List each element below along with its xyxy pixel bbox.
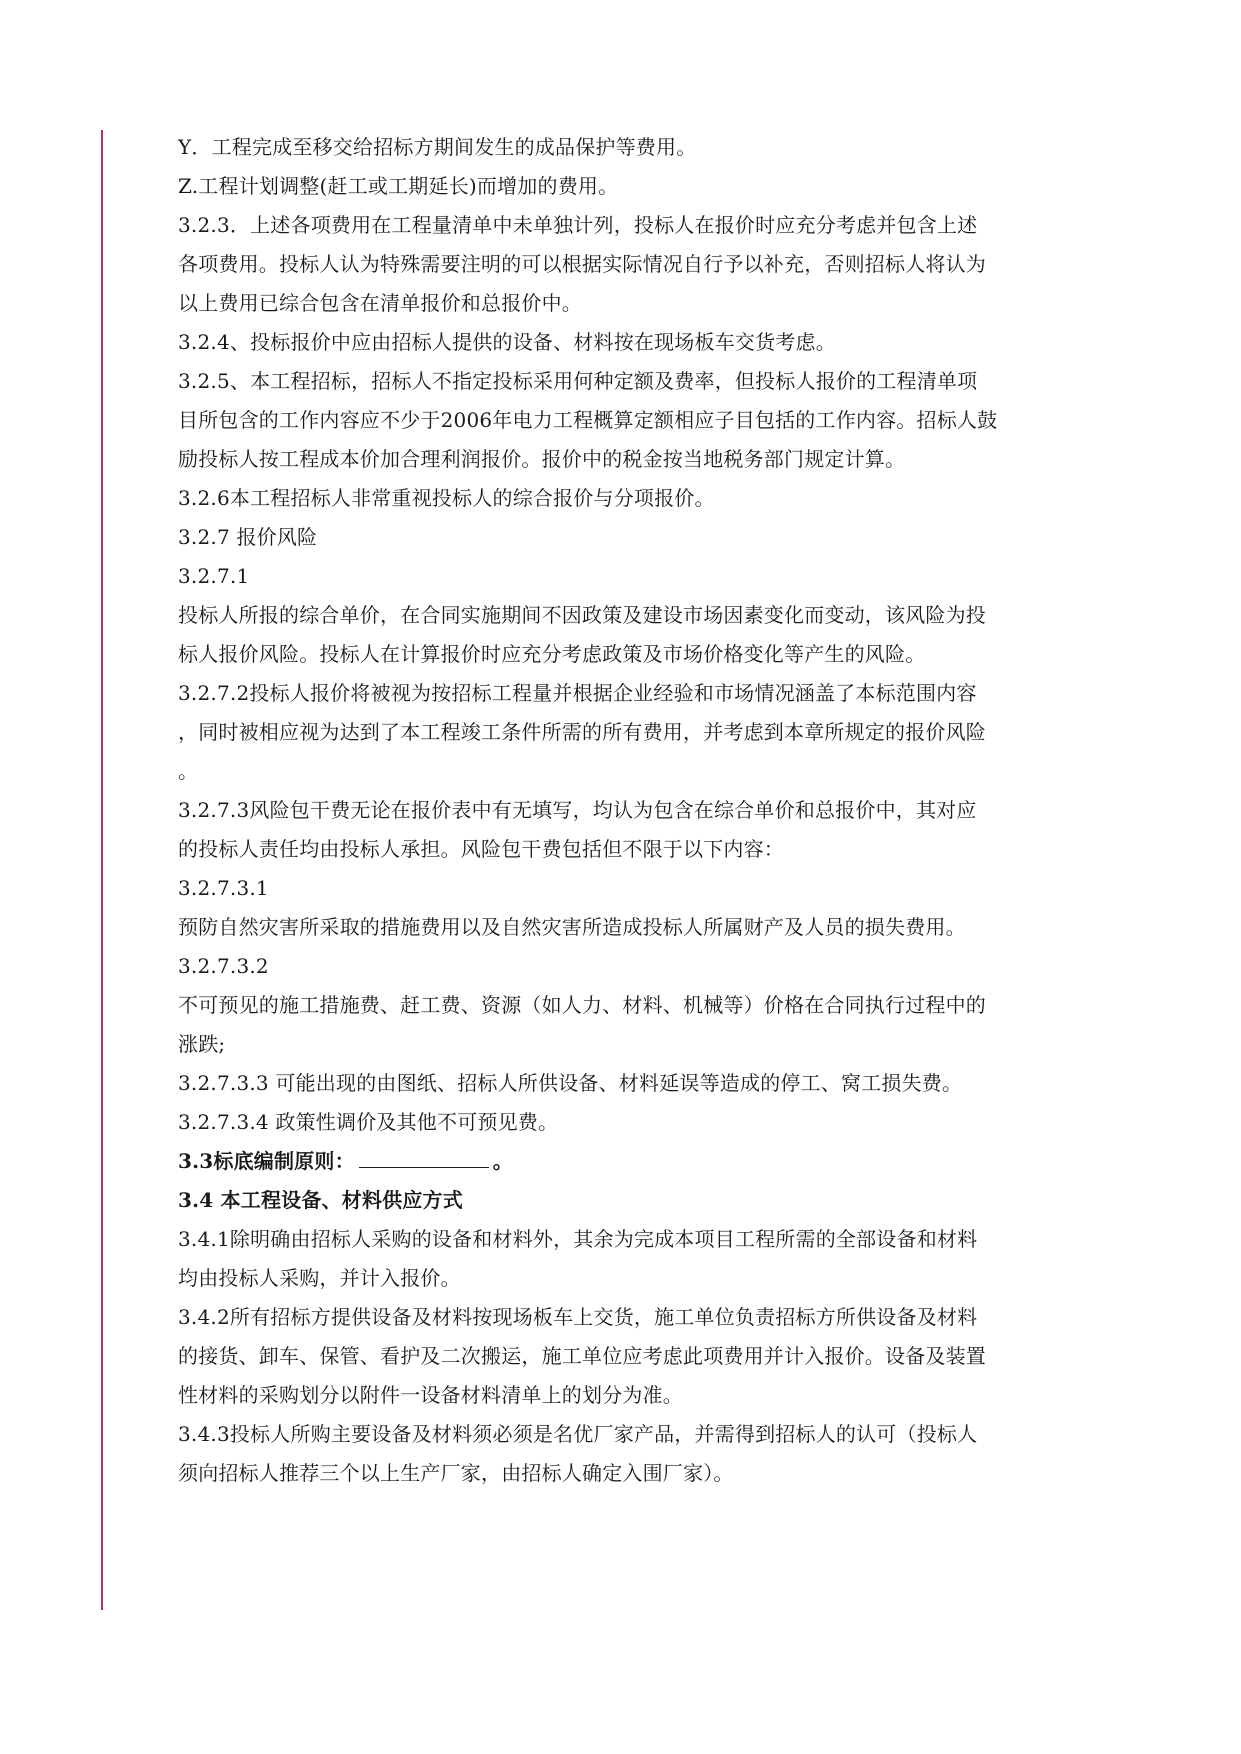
text-line: 性材料的采购划分以附件一设备材料清单上的划分为准。	[178, 1383, 683, 1407]
text-line: 须向招标人推荐三个以上生产厂家，由招标人确定入围厂家）。	[178, 1461, 734, 1485]
text-line: 不可预见的施工措施费、赶工费、资源（如人力、材料、机械等）价格在合同执行过程中的	[178, 993, 986, 1017]
section-3-3-label: 3.3标底编制原则：	[178, 1149, 355, 1173]
text-line: 3.2.7.1	[178, 564, 250, 588]
text-line: 3.2.7.3风险包干费无论在报价表中有无填写，均认为包含在综合单价和总报价中，其对应	[178, 798, 977, 822]
section-3-4-heading: 3.4 本工程设备、材料供应方式	[178, 1188, 463, 1212]
text-line: 3.2.3．上述各项费用在工程量清单中未单独计列，投标人在报价时应充分考虑并包含上述	[178, 213, 978, 237]
text-line: 3.2.7 报价风险	[178, 525, 318, 549]
text-line: 3.2.7.2投标人报价将被视为按招标工程量并根据企业经验和市场情况涵盖了本标范围内容	[178, 681, 977, 705]
text-line: 3.2.5、本工程招标，招标人不指定投标采用何种定额及费率，但投标人报价的工程清单项	[178, 369, 978, 393]
text-line: 均由投标人采购，并计入报价。	[178, 1266, 461, 1290]
text-line: 3.2.7.3.4 政策性调价及其他不可预见费。	[178, 1110, 559, 1134]
text-line: 投标人所报的综合单价，在合同实施期间不因政策及建设市场因素变化而变动，该风险为投	[178, 603, 986, 627]
document-body	[178, 128, 1068, 1493]
text-line: 3.4.2所有招标方提供设备及材料按现场板车上交货，施工单位负责招标方所供设备及材料	[178, 1305, 978, 1329]
text-line: 以上费用已综合包含在清单报价和总报价中。	[178, 291, 582, 315]
text-line: 3.2.7.3.2	[178, 954, 269, 978]
text-line: ，同时被相应视为达到了本工程竣工条件所需的所有费用，并考虑到本章所规定的报价风险	[178, 720, 986, 744]
text-line: 。	[178, 759, 199, 783]
text-line: 的接货、卸车、保管、看护及二次搬运，施工单位应考虑此项费用并计入报价。设备及装置	[178, 1344, 986, 1368]
section-3-3-line	[178, 1142, 1068, 1181]
text-line: 标人报价风险。投标人在计算报价时应充分考虑政策及市场价格变化等产生的风险。	[178, 642, 926, 666]
text-line: 的投标人责任均由投标人承担。风险包干费包括但不限于以下内容：	[178, 837, 784, 861]
blank-field	[359, 1145, 489, 1168]
text-line: 涨跌;	[178, 1032, 226, 1056]
text-line: Y．工程完成至移交给招标方期间发生的成品保护等费用。	[178, 135, 697, 159]
text-line: 励投标人按工程成本价加合理利润报价。报价中的税金按当地税务部门规定计算。	[178, 447, 906, 471]
section-3-3-end: 。	[492, 1149, 513, 1173]
text-line: 3.4.3投标人所购主要设备及材料须必须是名优厂家产品，并需得到招标人的认可（投标人	[178, 1422, 978, 1446]
text-line: 目所包含的工作内容应不少于2006年电力工程概算定额相应子目包括的工作内容。招标人鼓	[178, 408, 998, 432]
text-line: 3.2.6本工程招标人非常重视投标人的综合报价与分项报价。	[178, 486, 715, 510]
margin-rule	[101, 130, 103, 1610]
text-line: 3.4.1除明确由招标人采购的设备和材料外，其余为完成本项目工程所需的全部设备和材料	[178, 1227, 978, 1251]
text-line: 3.2.7.3.3 可能出现的由图纸、招标人所供设备、材料延误等造成的停工、窝工损失费。	[178, 1071, 963, 1095]
text-line: 3.2.4、投标报价中应由招标人提供的设备、材料按在现场板车交货考虑。	[178, 330, 836, 354]
text-line: 各项费用。投标人认为特殊需要注明的可以根据实际情况自行予以补充，否则招标人将认为	[178, 252, 986, 276]
text-line: 3.2.7.3.1	[178, 876, 269, 900]
text-line: 预防自然灾害所采取的措施费用以及自然灾害所造成投标人所属财产及人员的损失费用。	[178, 915, 966, 939]
text-line: Z.工程计划调整(赶工或工期延长)而增加的费用。	[178, 174, 619, 198]
